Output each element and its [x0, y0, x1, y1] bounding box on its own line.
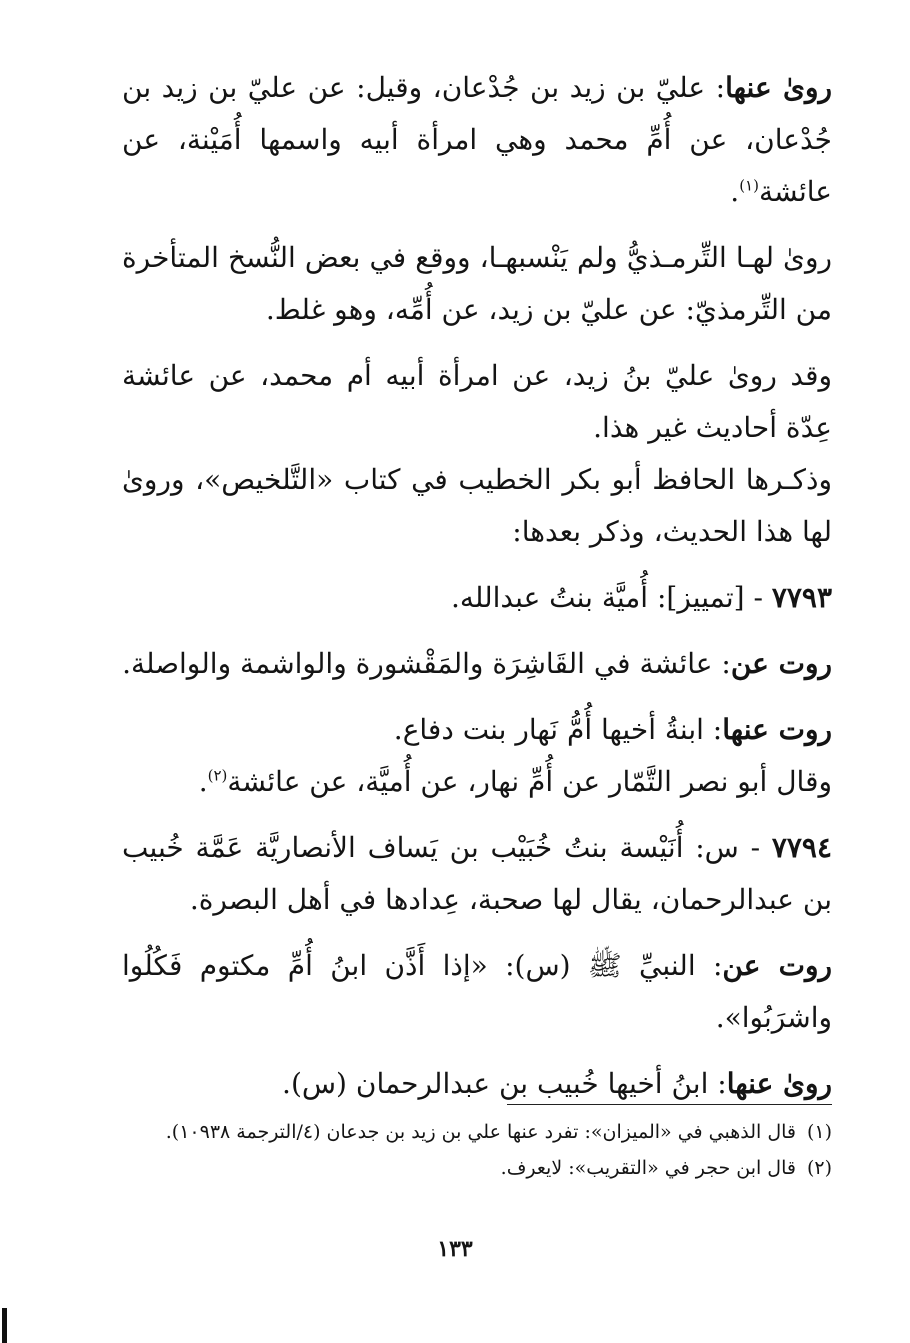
section-label: روىٰ عنها — [725, 71, 832, 104]
paragraph-tirmidhi — [122, 232, 832, 336]
page-number: ١٣٣ — [437, 1236, 473, 1262]
paragraph-narrated-by-nephew — [122, 1058, 832, 1110]
entry-number: ٧٧٩٤ — [771, 831, 832, 864]
footnote-reference: (١) — [739, 176, 759, 195]
footnote-text: قال الذهبي في «الميزان»: تفرد عنها علي بن زيد بن جدعان (٤/الترجمة ١٠٩٣٨). — [165, 1121, 796, 1143]
paragraph-text: : ابنُ أخيها خُبيب بن عبدالرحمان (س). — [282, 1067, 727, 1100]
entry-7794 — [122, 822, 832, 926]
paragraph-ali-ibn-zayd — [122, 350, 832, 454]
entry-heading: - [تمييز]: أُميَّة بنتُ عبدالله. — [450, 581, 772, 614]
paragraph-text: : النبيِّ ﷺ (س): «إذا أَذَّن ابنُ أُمِّ مكتوم فَكُلُوا واشرَبُوا». — [122, 949, 832, 1034]
paragraph-narrated-by — [122, 704, 832, 808]
paragraph-khatib — [122, 454, 832, 558]
paragraph-text: : ابنةُ أخيها أُمُّ نَهار بنت دفاع. — [393, 713, 723, 746]
section-label: روىٰ عنها — [726, 1067, 832, 1100]
entry-7793 — [122, 572, 832, 624]
footnote-text: قال ابن حجر في «التقريب»: لايعرف. — [500, 1157, 796, 1179]
paragraph-narrated-from — [122, 638, 832, 690]
footnote-2 — [122, 1150, 832, 1186]
entry-number: ٧٧٩٣ — [771, 581, 832, 614]
paragraph-text: وذكـرها الحافظ أبو بكر الخطيب في كتاب «التَّلخيص»، وروىٰ لها هذا الحديث، وذكر بعدها: — [122, 463, 832, 548]
paragraph-text: وقد روىٰ عليّ بنُ زيد، عن امرأة أبيه أم محمد، عن عائشة عِدّة أحاديث غير هذا. — [122, 359, 832, 444]
footnote-number: (٢) — [806, 1157, 832, 1179]
entry-heading: - س: أُنَيْسة بنتُ خُبَيْب بن يَساف الأنصاريَّة عَمَّة خُبيب بن عبدالرحمان، يقال لها صحبة، عِدادها في أهل البصرة. — [122, 831, 832, 916]
section-label: روت عن — [722, 949, 833, 982]
section-label: روت عن — [730, 647, 832, 680]
footnote-separator — [507, 1104, 832, 1105]
paragraph-text: : عائشة في القَاشِرَة والمَقْشورة والواشمة والواصلة. — [122, 647, 731, 680]
paragraph-text: روىٰ لهـا التِّرمـذيُّ ولم يَنْسبهـا، ووقع في بعض النُّسخ المتأخرة من التِّرمذيّ: عن عليّ بن زيد، عن أُمِّه، وهو غلط. — [122, 241, 832, 326]
scan-edge-mark — [2, 1308, 7, 1343]
main-text — [122, 62, 832, 1110]
paragraph-narrated-from-prophet — [122, 940, 832, 1044]
footnotes — [122, 1114, 832, 1186]
footnote-number: (١) — [806, 1121, 832, 1143]
footnote-1 — [122, 1114, 832, 1150]
paragraph-narrators-from-her — [122, 62, 832, 218]
paragraph-text-line2: وقال أبو نصر التَّمّار عن أُمِّ نهار، عن أُميَّة، عن عائشة — [227, 765, 832, 798]
paragraph-text: : عليّ بن زيد بن جُدْعان، وقيل: عن عليّ بن زيد بن جُدْعان، عن أُمِّ محمد وهي امرأة أبيه واسمها أُمَيْنة، عن عائشة — [122, 71, 832, 208]
paragraph-end: . — [730, 175, 740, 208]
paragraph-end: . — [198, 765, 208, 798]
footnote-reference: (٢) — [207, 766, 228, 785]
section-label: روت عنها — [722, 713, 832, 746]
